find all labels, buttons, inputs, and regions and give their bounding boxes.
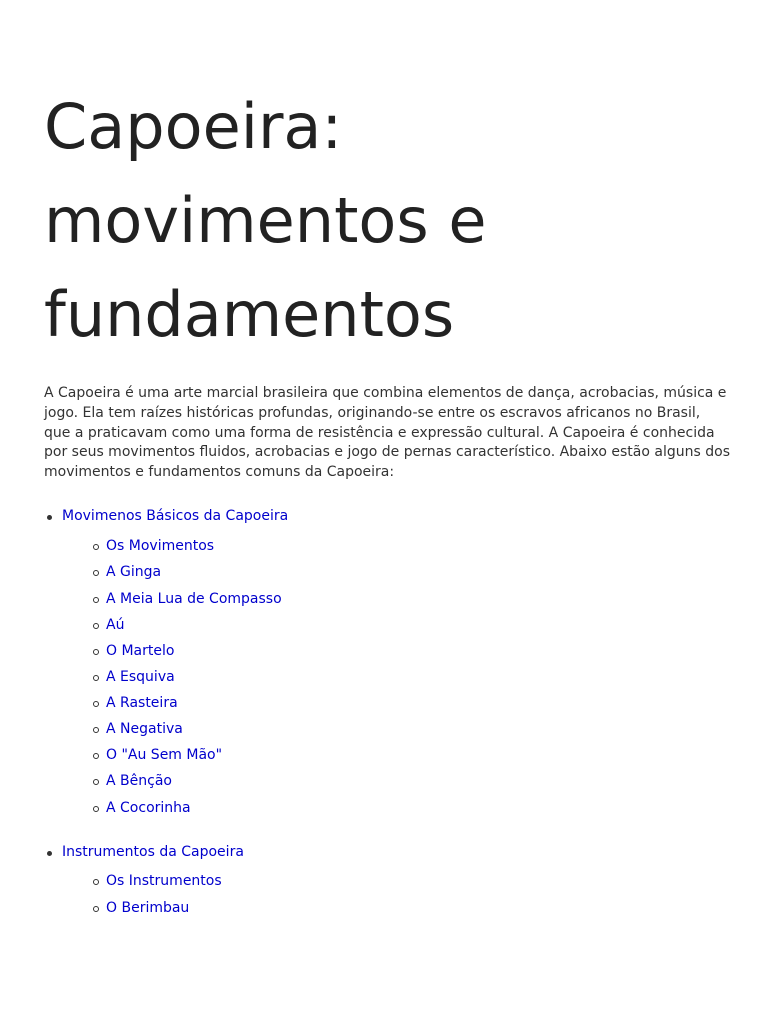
circle-bullet-icon (93, 779, 99, 785)
circle-bullet-icon (93, 727, 99, 733)
toc-item (106, 589, 282, 609)
toc-item (106, 871, 222, 891)
toc-item-link[interactable]: A Ginga (106, 564, 162, 580)
circle-bullet-icon (93, 806, 99, 812)
toc-item-link[interactable]: A Rasteira (106, 695, 178, 711)
toc-section (62, 842, 244, 862)
toc-item (106, 641, 174, 661)
circle-bullet-icon (93, 649, 99, 655)
circle-bullet-icon (93, 906, 99, 912)
circle-bullet-icon (93, 544, 99, 550)
toc-item-link[interactable]: O Martelo (106, 643, 175, 659)
toc-item-link[interactable]: A Cocorinha (106, 800, 191, 816)
toc-item (106, 898, 189, 918)
toc-section (62, 506, 288, 526)
circle-bullet-icon (93, 701, 99, 707)
toc-item (106, 771, 172, 791)
toc-item (106, 667, 175, 687)
toc-section-link[interactable]: Instrumentos da Capoeira (62, 844, 244, 860)
toc-item-link[interactable]: O "Au Sem Mão" (106, 747, 223, 763)
toc-item (106, 798, 191, 818)
toc-item (106, 562, 161, 582)
toc-section-link[interactable]: Movimenos Básicos da Capoeira (62, 508, 289, 524)
circle-bullet-icon (93, 675, 99, 681)
toc-item (106, 615, 124, 635)
toc-item (106, 536, 214, 556)
bullet-icon (47, 515, 52, 520)
toc-item (106, 745, 222, 765)
toc-item-link[interactable]: O Berimbau (106, 900, 190, 916)
toc-item-link[interactable]: A Esquiva (106, 669, 175, 685)
circle-bullet-icon (93, 570, 99, 576)
toc-item-link[interactable]: Aú (106, 617, 125, 633)
circle-bullet-icon (93, 597, 99, 603)
toc-item-link[interactable]: A Meia Lua de Compasso (106, 591, 282, 607)
toc-item-link[interactable]: Os Instrumentos (106, 873, 222, 889)
toc-item (106, 719, 183, 739)
toc-item-link[interactable]: Os Movimentos (106, 538, 215, 554)
bullet-icon (47, 851, 52, 856)
circle-bullet-icon (93, 623, 99, 629)
page-title: Capoeira: movimentos e fundamentos (44, 90, 487, 351)
toc-item-link[interactable]: A Bênção (106, 773, 172, 789)
circle-bullet-icon (93, 879, 99, 885)
toc-item (106, 693, 178, 713)
intro-paragraph: A Capoeira é uma arte marcial brasileira que combina elementos de dança, acrobacias, música e jogo. Ela tem raízes históricas profundas, originando-se entre os escravos africanos no Brasil, que a praticavam como uma forma de resistência e expressão cultural. A Capoeira é conhecida por seus movimentos fluidos, acrobacias e jogo de pernas característico. Abaixo estão alguns dos movimentos e fundamentos comuns da Capoeira: (44, 385, 730, 481)
circle-bullet-icon (93, 753, 99, 759)
toc-item-link[interactable]: A Negativa (106, 721, 183, 737)
